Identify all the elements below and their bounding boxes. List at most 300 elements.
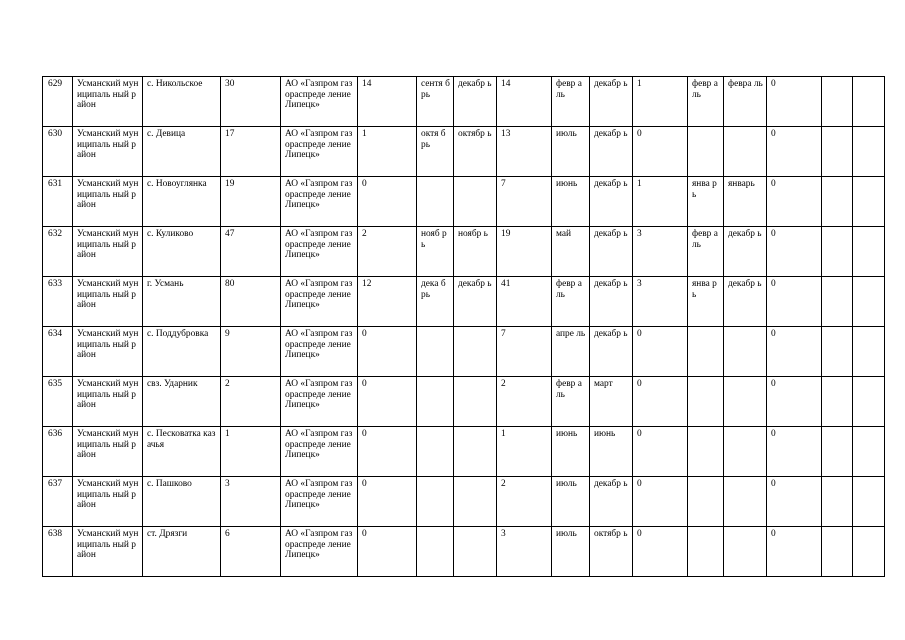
table-cell [73,327,143,377]
cell-text: февра ль [728,79,763,89]
cell-text: 14 [501,79,511,89]
table-cell [633,427,688,477]
table-cell [767,77,822,127]
table-cell [358,177,417,227]
table-cell [358,77,417,127]
table-row [43,377,885,427]
cell-text: 630 [48,129,63,139]
table-cell [221,227,281,277]
table-cell [143,427,221,477]
cell-text: Усманский муниципаль ный район [77,529,139,561]
table-cell [281,327,358,377]
table-cell [281,527,358,577]
table-cell [688,77,724,127]
cell-text: 19 [225,179,235,189]
table-cell [454,227,497,277]
cell-text: нояб рь [421,229,447,250]
table-cell [853,227,885,277]
cell-text: с. Поддубровка [147,329,209,339]
table-cell [497,427,552,477]
cell-text: 9 [225,329,230,339]
table-cell [590,77,633,127]
cell-text: АО «Газпром газораспреде ление Липецк» [285,179,353,211]
table-cell [358,227,417,277]
cell-text: 0 [637,129,642,139]
cell-text: 3 [637,229,642,239]
cell-text: 1 [637,179,642,189]
table-cell [417,227,454,277]
table-cell [143,277,221,327]
cell-text: февр аль [692,79,718,100]
table-cell [143,127,221,177]
table-cell [767,327,822,377]
table-cell [43,377,73,427]
cell-text: 12 [362,279,372,289]
cell-text: 80 [225,279,235,289]
cell-text: декабр ь [594,129,628,139]
table-cell [73,427,143,477]
table-cell [590,177,633,227]
cell-text: Усманский муниципаль ный район [77,79,139,111]
cell-text: АО «Газпром газораспреде ление Липецк» [285,479,353,511]
table-cell [358,377,417,427]
data-table [42,76,885,577]
table-cell [143,527,221,577]
table-cell [767,127,822,177]
cell-text: АО «Газпром газораспреде ление Липецк» [285,329,353,361]
cell-text: Усманский муниципаль ный район [77,329,139,361]
table-cell [358,327,417,377]
table-cell [822,427,853,477]
table-cell [822,277,853,327]
cell-text: АО «Газпром газораспреде ление Липецк» [285,79,353,111]
cell-text: 634 [48,329,63,339]
table-cell [767,427,822,477]
table-cell [281,177,358,227]
cell-text: февр аль [556,79,582,100]
table-row [43,327,885,377]
table-cell [454,127,497,177]
cell-text: АО «Газпром газораспреде ление Липецк» [285,529,353,561]
table-cell [767,277,822,327]
cell-text: 1 [637,79,642,89]
table-cell [853,477,885,527]
table-cell [822,227,853,277]
cell-text: декабр ь [458,79,492,89]
table-cell [454,527,497,577]
table-cell [853,427,885,477]
table-cell [73,127,143,177]
table-cell [552,427,590,477]
table-cell [43,327,73,377]
table-cell [221,477,281,527]
table-cell [822,127,853,177]
table-cell [590,277,633,327]
table-cell [221,377,281,427]
cell-text: декабр ь [594,79,628,89]
table-cell [454,77,497,127]
table-row [43,527,885,577]
table-cell [688,377,724,427]
cell-text: 0 [362,179,367,189]
table-cell [853,327,885,377]
cell-text: Усманский муниципаль ный район [77,479,139,511]
table-cell [590,377,633,427]
cell-text: с. Новоуглянка [147,179,207,189]
cell-text: июнь [594,429,616,439]
table-cell [454,427,497,477]
cell-text: 1 [501,429,506,439]
table-cell [358,527,417,577]
table-cell [767,377,822,427]
table-cell [590,327,633,377]
table-cell [853,527,885,577]
cell-text: 2 [225,379,230,389]
cell-text: сентя брь [421,79,450,100]
table-cell [633,277,688,327]
table-cell [73,377,143,427]
cell-text: октя брь [421,129,446,150]
cell-text: октябр ь [458,129,492,139]
cell-text: 631 [48,179,63,189]
table-cell [552,227,590,277]
cell-text: Усманский муниципаль ный район [77,229,139,261]
table-cell [688,527,724,577]
table-cell [853,77,885,127]
table-cell [221,427,281,477]
table-cell [281,277,358,327]
table-cell [497,127,552,177]
cell-text: июль [556,129,577,139]
table-cell [221,527,281,577]
cell-text: декабр ь [458,279,492,289]
table-cell [724,527,767,577]
table-cell [43,127,73,177]
table-row [43,427,885,477]
cell-text: Усманский муниципаль ный район [77,379,139,411]
table-cell [497,477,552,527]
table-cell [358,477,417,527]
table-cell [281,77,358,127]
cell-text: февр аль [556,279,582,300]
cell-text: июнь [556,429,578,439]
cell-text: Усманский муниципаль ный район [77,279,139,311]
table-cell [143,477,221,527]
cell-text: ноябр ь [458,229,488,239]
cell-text: январь [728,179,755,189]
cell-text: 0 [771,329,776,339]
cell-text: 632 [48,229,63,239]
table-cell [497,327,552,377]
table-cell [590,477,633,527]
cell-text: 0 [362,379,367,389]
table-cell [497,527,552,577]
table-cell [552,527,590,577]
table-cell [724,477,767,527]
table-cell [853,277,885,327]
table-cell [767,527,822,577]
cell-text: 0 [771,529,776,539]
table-cell [497,227,552,277]
table-cell [724,177,767,227]
cell-text: АО «Газпром газораспреде ление Липецк» [285,379,353,411]
cell-text: 0 [362,329,367,339]
cell-text: 3 [637,279,642,289]
cell-text: июль [556,479,577,489]
table-cell [143,327,221,377]
table-cell [853,177,885,227]
cell-text: 0 [637,329,642,339]
cell-text: апре ль [556,329,586,339]
table-cell [43,277,73,327]
table-cell [497,277,552,327]
table-cell [73,227,143,277]
cell-text: 0 [771,429,776,439]
cell-text: 633 [48,279,63,289]
cell-text: 6 [225,529,230,539]
table-cell [633,327,688,377]
table-cell [724,327,767,377]
table-cell [688,227,724,277]
table-cell [221,77,281,127]
table-cell [552,127,590,177]
cell-text: 0 [637,429,642,439]
cell-text: г. Усмань [147,279,184,289]
table-cell [688,477,724,527]
table-cell [358,427,417,477]
table-cell [688,327,724,377]
cell-text: октябр ь [594,529,628,539]
cell-text: АО «Газпром газораспреде ление Липецк» [285,429,353,461]
cell-text: 19 [501,229,511,239]
table-cell [497,177,552,227]
table-cell [143,377,221,427]
table-cell [143,177,221,227]
table-cell [143,77,221,127]
cell-text: с. Девица [147,129,186,139]
table-cell [73,77,143,127]
table-cell [417,127,454,177]
cell-text: 17 [225,129,235,139]
table-body [43,77,885,577]
cell-text: 0 [771,79,776,89]
table-cell [590,527,633,577]
cell-text: 2 [362,229,367,239]
table-cell [724,77,767,127]
table-cell [822,527,853,577]
table-cell [633,477,688,527]
cell-text: 7 [501,179,506,189]
cell-text: 7 [501,329,506,339]
table-cell [221,127,281,177]
table-cell [853,377,885,427]
table-cell [417,377,454,427]
cell-text: свз. Ударник [147,379,198,389]
cell-text: 0 [771,479,776,489]
cell-text: 13 [501,129,511,139]
table-cell [822,477,853,527]
table-row [43,127,885,177]
table-cell [724,277,767,327]
cell-text: с. Пашково [147,479,192,489]
cell-text: 2 [501,479,506,489]
cell-text: ст. Дрязги [147,529,188,539]
table-cell [767,477,822,527]
cell-text: Усманский муниципаль ный район [77,129,139,161]
cell-text: 635 [48,379,63,389]
cell-text: декабр ь [728,279,762,289]
table-cell [767,227,822,277]
table-cell [724,377,767,427]
table-cell [358,127,417,177]
cell-text: июнь [556,179,578,189]
table-cell [73,477,143,527]
table-cell [633,127,688,177]
table-cell [43,477,73,527]
cell-text: 0 [362,429,367,439]
cell-text: 0 [362,479,367,489]
table-cell [822,377,853,427]
table-cell [724,127,767,177]
cell-text: 0 [771,179,776,189]
cell-text: 0 [637,379,642,389]
cell-text: янва рь [692,179,717,200]
table-cell [633,227,688,277]
cell-text: 0 [637,529,642,539]
cell-text: 0 [771,129,776,139]
table-cell [281,127,358,177]
table-cell [633,527,688,577]
cell-text: Усманский муниципаль ный район [77,179,139,211]
cell-text: декабр ь [728,229,762,239]
cell-text: 14 [362,79,372,89]
table-cell [454,327,497,377]
table-cell [281,227,358,277]
table-cell [417,477,454,527]
table-cell [767,177,822,227]
cell-text: декабр ь [594,279,628,289]
table-cell [724,427,767,477]
table-cell [43,227,73,277]
table-cell [633,177,688,227]
cell-text: 3 [501,529,506,539]
cell-text: 41 [501,279,511,289]
cell-text: февр аль [556,379,582,400]
table-cell [221,277,281,327]
cell-text: 629 [48,79,63,89]
cell-text: февр аль [692,229,718,250]
table-cell [417,527,454,577]
table-cell [688,177,724,227]
table-cell [454,477,497,527]
cell-text: 0 [362,529,367,539]
cell-text: декабр ь [594,229,628,239]
table-cell [43,177,73,227]
table-cell [454,377,497,427]
table-cell [73,177,143,227]
table-cell [633,377,688,427]
cell-text: 30 [225,79,235,89]
table-cell [454,177,497,227]
table-cell [497,77,552,127]
table-cell [552,277,590,327]
cell-text: 638 [48,529,63,539]
table-cell [724,227,767,277]
table-cell [417,427,454,477]
cell-text: 0 [771,379,776,389]
table-cell [590,127,633,177]
cell-text: декабр ь [594,479,628,489]
table-cell [143,227,221,277]
table-cell [497,377,552,427]
cell-text: с. Песковатка казачья [147,429,216,450]
table-cell [358,277,417,327]
table-cell [281,427,358,477]
table-cell [221,327,281,377]
cell-text: 0 [637,479,642,489]
cell-text: декабр ь [594,329,628,339]
table-cell [417,77,454,127]
cell-text: 0 [771,229,776,239]
table-cell [73,277,143,327]
table-cell [281,477,358,527]
cell-text: июль [556,529,577,539]
table-cell [822,77,853,127]
cell-text: АО «Газпром газораспреде ление Липецк» [285,279,353,311]
table-row [43,277,885,327]
table-cell [822,177,853,227]
table-cell [43,427,73,477]
table-cell [590,227,633,277]
cell-text: 0 [771,279,776,289]
cell-text: янва рь [692,279,717,300]
cell-text: 47 [225,229,235,239]
table-cell [552,477,590,527]
cell-text: 637 [48,479,63,489]
table-row [43,77,885,127]
cell-text: 2 [501,379,506,389]
table-cell [688,277,724,327]
table-cell [590,427,633,477]
cell-text: с. Куликово [147,229,194,239]
table-cell [552,177,590,227]
cell-text: март [594,379,613,389]
table-cell [688,427,724,477]
cell-text: 636 [48,429,63,439]
table-cell [43,527,73,577]
cell-text: 3 [225,479,230,489]
cell-text: АО «Газпром газораспреде ление Липецк» [285,229,353,261]
table-cell [281,377,358,427]
table-cell [417,327,454,377]
table-cell [417,177,454,227]
table-cell [552,77,590,127]
table-row [43,227,885,277]
table-cell [454,277,497,327]
table-cell [688,127,724,177]
table-row [43,177,885,227]
table-cell [417,277,454,327]
table-cell [853,127,885,177]
cell-text: АО «Газпром газораспреде ление Липецк» [285,129,353,161]
table-cell [552,327,590,377]
table-cell [552,377,590,427]
cell-text: с. Никольское [147,79,203,89]
table-cell [73,527,143,577]
table-row [43,477,885,527]
cell-text: дека брь [421,279,446,300]
cell-text: май [556,229,572,239]
